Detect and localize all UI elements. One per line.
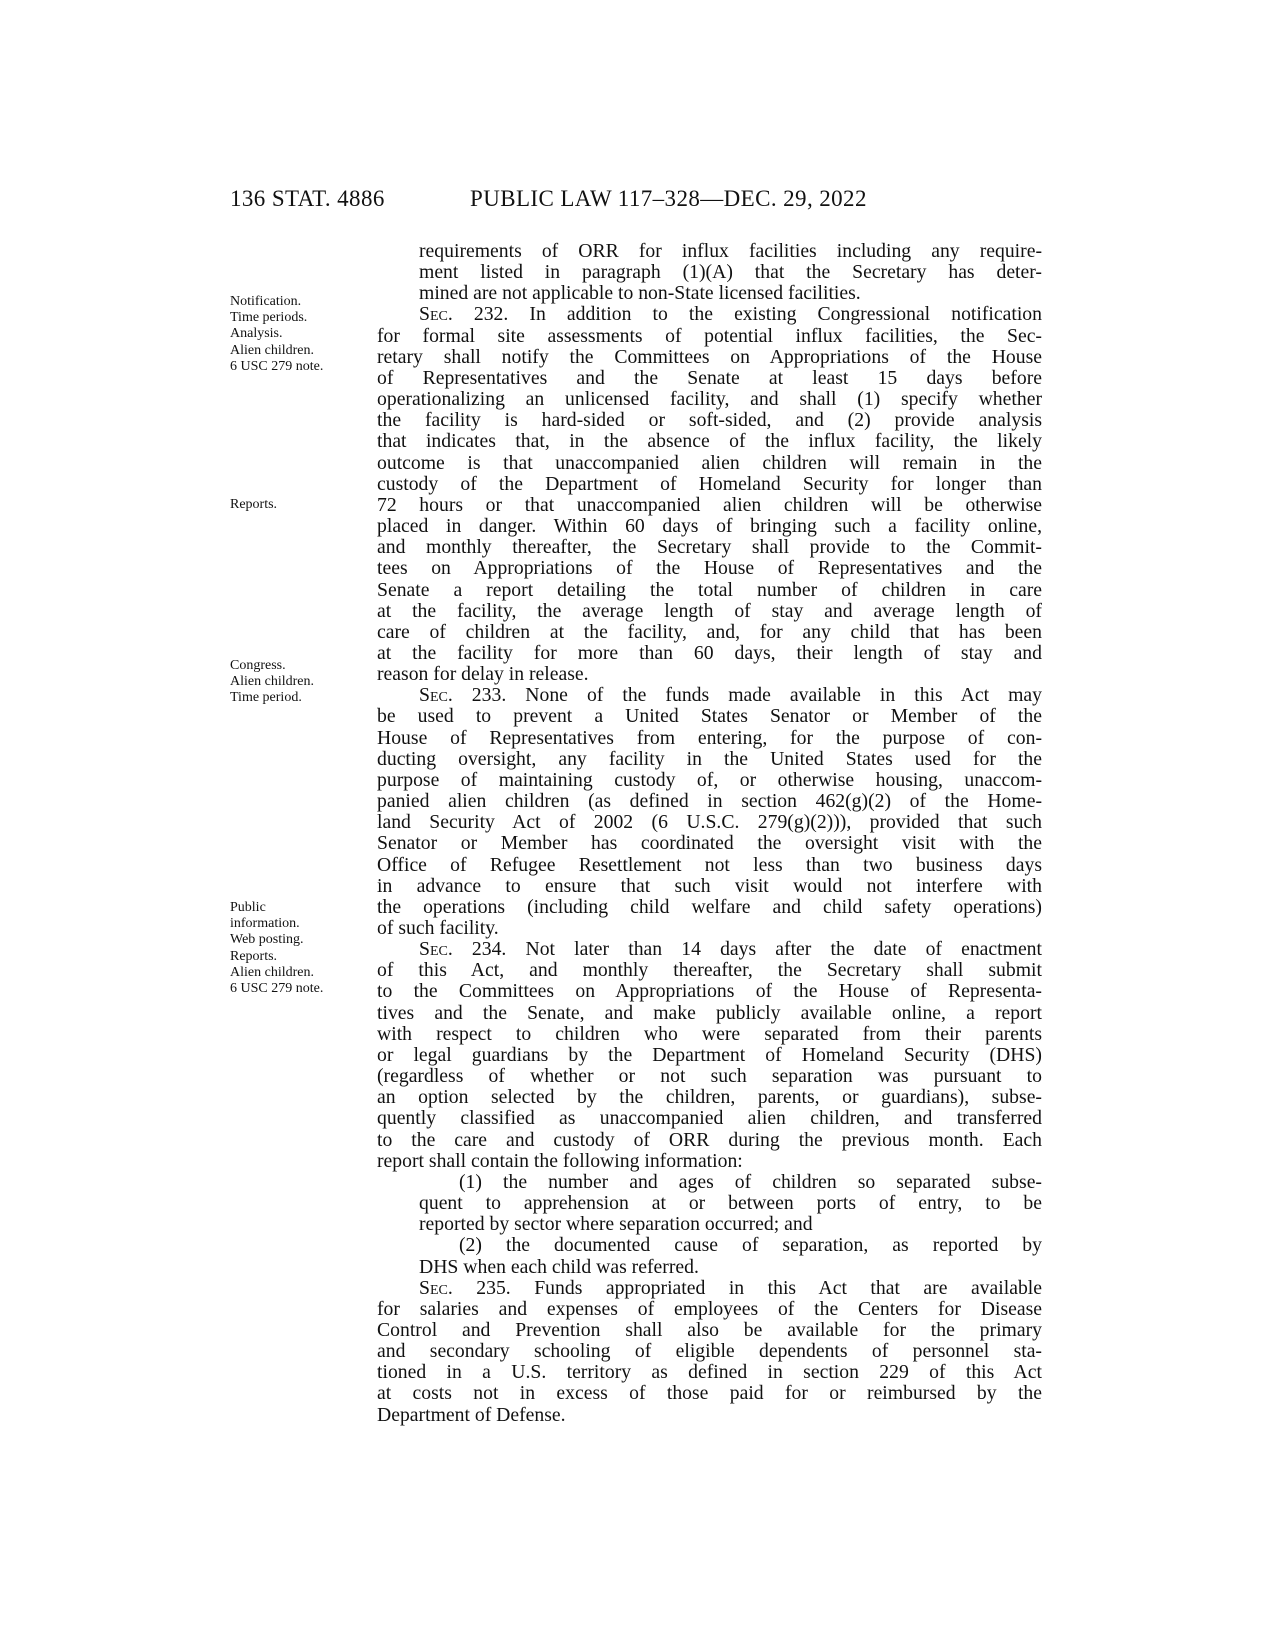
margin-note-reports [230,497,277,513]
text-line: the operations (including child welfare and child safety operations) [377,895,1042,918]
text-line: report shall contain the following information: [377,1149,743,1172]
text-line: quent to apprehension at or between ports of entry, to be [419,1192,1042,1215]
continued-paragraph [377,241,1042,304]
margin-note-sec-234 [230,900,323,997]
margin-note-line: Web posting. [230,932,304,948]
text-line: and monthly thereafter, the Secretary shall provide to the Commit- [377,536,1042,559]
section-235 [377,1278,1042,1426]
text-line: retary shall notify the Committees on Appropriations of the House [377,345,1042,368]
text-line: Sec. 233. None of the funds made available in this Act may [419,684,1042,707]
margin-note-sec-233 [230,658,314,707]
text-line: that indicates that, in the absence of the influx facility, the likely [377,430,1042,453]
section-label: Sec. 235. [419,1276,511,1299]
text-line: the facility is hard-sided or soft-sided, and (2) provide analysis [377,409,1042,432]
margin-note-line: Analysis. [230,326,283,342]
list-item-1 [377,1172,1042,1235]
text-line: House of Representatives from entering, for the purpose of con- [377,726,1042,749]
text-line: to the Committees on Appropriations of the House of Representa- [377,980,1042,1003]
section-234 [377,939,1042,1278]
text-line: Office of Refugee Resettlement not less than two business days [377,853,1042,876]
text-line: land Security Act of 2002 (6 U.S.C. 279(g)(2))), provided that such [377,811,1042,834]
text-line: outcome is that unaccompanied alien children will remain in the [377,451,1042,474]
text-line: tees on Appropriations of the House of Representatives and the [377,557,1042,580]
text-line: with respect to children who were separated from their parents [377,1022,1042,1045]
section-label: Sec. 234. [419,938,507,961]
text-line: of Representatives and the Senate at least 15 days before [377,366,1042,389]
text-line: tives and the Senate, and make publicly available online, a report [377,1001,1042,1024]
text-line: Control and Prevention shall also be available for the primary [377,1318,1042,1341]
margin-note-line: Alien children. [230,342,314,358]
margin-note-line: 6 USC 279 note. [230,981,324,997]
text-line: mined are not applicable to non-State licensed facilities. [419,282,861,305]
text-line: custody of the Department of Homeland Security for longer than [377,472,1042,495]
text-line: placed in danger. Within 60 days of bringing such a facility online, [377,515,1042,538]
text-line: DHS when each child was referred. [419,1255,699,1278]
text-line: Sec. 235. Funds appropriated in this Act that are available [419,1276,1042,1299]
text-line: requirements of ORR for influx facilities including any require- [419,240,1042,262]
section-label: Sec. 233. [419,684,507,707]
text-line: and secondary schooling of eligible dependents of personnel sta- [377,1340,1042,1363]
statute-page-number: 136 STAT. 4886 [230,186,385,211]
text-line: ducting oversight, any facility in the United States used for the [377,747,1042,770]
body-text [377,241,1042,1426]
text-line: Senate a report detailing the total number of children in care [377,578,1042,601]
margin-note-line: Time period. [230,690,302,706]
margin-note-sec-232 [230,294,323,375]
text-line: reason for delay in release. [377,663,589,686]
text-line: Senator or Member has coordinated the oversight visit with the [377,832,1042,855]
margin-note-line: Alien children. [230,964,314,980]
text-line: at costs not in excess of those paid for or reimbursed by the [377,1382,1042,1405]
text-line: tioned in a U.S. territory as defined in section 229 of this Act [377,1361,1042,1384]
text-line: to the care and custody of ORR during the previous month. Each [377,1128,1042,1151]
margin-note-line: 6 USC 279 note. [230,358,324,374]
text-line: for formal site assessments of potential influx facilities, the Sec- [377,324,1042,347]
text-line: operationalizing an unlicensed facility, and shall (1) specify whether [377,388,1042,411]
margin-note-line: Notification. [230,294,302,309]
section-label: Sec. 232. [419,303,509,326]
text-line: 72 hours or that unaccompanied alien children will be otherwise [377,493,1042,516]
text-line: Sec. 234. Not later than 14 days after the date of enactment [419,938,1042,961]
text-line: be used to prevent a United States Senator or Member of the [377,705,1042,728]
text-line: ment listed in paragraph (1)(A) that the Secretary has deter- [419,261,1042,284]
margin-note-line: Reports. [230,497,278,512]
text-line: an option selected by the children, parents, or guardians), subse- [377,1086,1042,1109]
text-line: reported by sector where separation occurred; and [419,1213,813,1236]
margin-note-line: Reports. [230,948,278,964]
margin-note-line: Public [230,900,266,915]
text-line: (2) the documented cause of separation, as reported by [459,1234,1042,1257]
margin-note-line: Congress. [230,658,286,673]
text-line: purpose of maintaining custody of, or otherwise housing, unaccom- [377,768,1042,791]
text-line: at the facility, the average length of stay and average length of [377,599,1042,622]
text-line: in advance to ensure that such visit would not interfere with [377,874,1042,897]
text-line: (1) the number and ages of children so separated subse- [459,1170,1042,1193]
text-line: care of children at the facility, and, for any child that has been [377,620,1042,643]
section-232 [377,304,1042,685]
section-233 [377,685,1042,939]
text-line: or legal guardians by the Department of Homeland Security (DHS) [377,1043,1042,1066]
text-line: quently classified as unaccompanied alien children, and transferred [377,1107,1042,1130]
margin-note-line: Alien children. [230,674,314,690]
text-line: of this Act, and monthly thereafter, the Secretary shall submit [377,959,1042,982]
margin-note-line: information. [230,916,300,932]
text-line: Sec. 232. In addition to the existing Congressional notification [419,303,1042,326]
list-item-2 [377,1235,1042,1277]
text-line: panied alien children (as defined in section 462(g)(2) of the Home- [377,790,1042,813]
margin-note-line: Time periods. [230,310,308,326]
running-header-title: PUBLIC LAW 117–328—DEC. 29, 2022 [470,186,867,211]
text-line: (regardless of whether or not such separation was pursuant to [377,1065,1042,1088]
text-line: at the facility for more than 60 days, their length of stay and [377,641,1042,664]
text-line: of such facility. [377,917,499,939]
text-line: Department of Defense. [377,1403,566,1426]
text-line: for salaries and expenses of employees of the Centers for Disease [377,1297,1042,1320]
